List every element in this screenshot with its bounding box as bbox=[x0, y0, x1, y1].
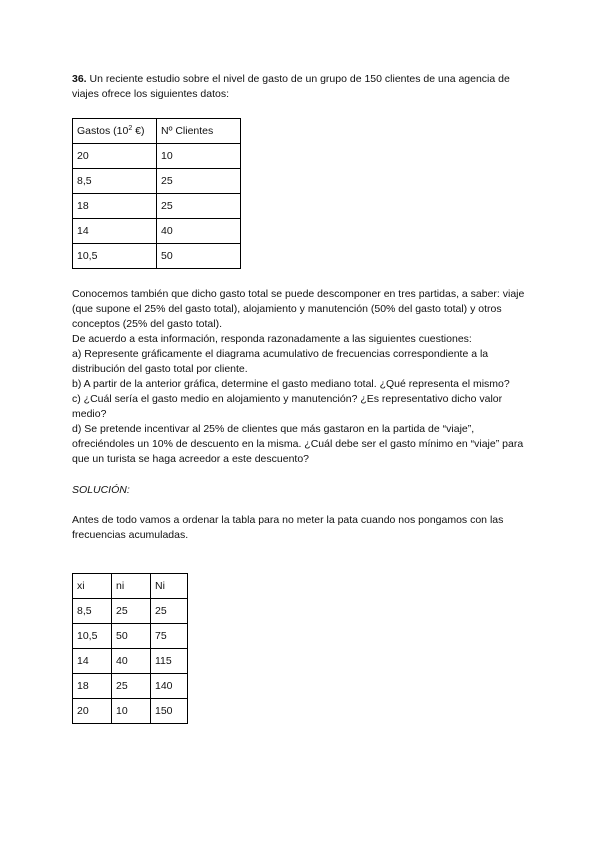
header-Ni: Ni bbox=[151, 574, 188, 599]
question-c: c) ¿Cuál sería el gasto medio en alojamiento y manutención? ¿Es representativo dicho valor medio? bbox=[72, 393, 503, 420]
header-gastos: Gastos ($10^2$ €) bbox=[73, 119, 157, 144]
table-row bbox=[73, 144, 241, 169]
cell: 10,5 bbox=[73, 244, 157, 269]
paragraph-partidas: Conocemos también que dicho gasto total se puede descomponer en tres partidas, a saber: viaje (que supone el 25% del gasto total), alojamiento y manutención (50% del gasto total) y otros conceptos (25% del gasto total). bbox=[72, 288, 525, 330]
cell: 40 bbox=[157, 219, 241, 244]
solution-heading: SOLUCIÓN: bbox=[72, 484, 130, 496]
cell: 25 bbox=[112, 674, 151, 699]
paragraph-instructions: De acuerdo a esta información, responda razonadamente a las siguientes cuestiones: bbox=[72, 333, 472, 345]
cell: 20 bbox=[73, 699, 112, 724]
question-b: b) A partir de la anterior gráfica, determine el gasto mediano total. ¿Qué representa el mismo? bbox=[72, 378, 510, 390]
cell: 8,5 bbox=[73, 599, 112, 624]
cell: 25 bbox=[157, 169, 241, 194]
cell: 115 bbox=[151, 649, 188, 674]
expense-table bbox=[72, 118, 241, 269]
cell: 50 bbox=[157, 244, 241, 269]
table-row bbox=[73, 219, 241, 244]
cell: 18 bbox=[73, 674, 112, 699]
cell: 14 bbox=[73, 649, 112, 674]
problem-body bbox=[72, 287, 532, 467]
cell: 50 bbox=[112, 624, 151, 649]
cell: 8,5 bbox=[73, 169, 157, 194]
cell: 20 bbox=[73, 144, 157, 169]
cell: 140 bbox=[151, 674, 188, 699]
table-row bbox=[73, 599, 188, 624]
problem-statement bbox=[72, 72, 532, 102]
cell: 40 bbox=[112, 649, 151, 674]
cell: 10 bbox=[157, 144, 241, 169]
cell: 18 bbox=[73, 194, 157, 219]
cell: 10,5 bbox=[73, 624, 112, 649]
table-row bbox=[73, 169, 241, 194]
cell: 10 bbox=[112, 699, 151, 724]
solution-intro: Antes de todo vamos a ordenar la tabla para no meter la pata cuando nos pongamos con las frecuencias acumuladas. bbox=[72, 514, 504, 541]
table-header-row bbox=[73, 119, 241, 144]
problem-intro: Un reciente estudio sobre el nivel de gasto de un grupo de 150 clientes de una agencia de viajes ofrece los siguientes datos: bbox=[72, 73, 510, 100]
cell: 14 bbox=[73, 219, 157, 244]
frequency-table bbox=[72, 573, 188, 724]
question-a: a) Represente gráficamente el diagrama acumulativo de frecuencias correspondiente a la distribución del gasto total por cliente. bbox=[72, 348, 489, 375]
table-row bbox=[73, 624, 188, 649]
header-clientes: Nº Clientes bbox=[157, 119, 241, 144]
cell: 25 bbox=[157, 194, 241, 219]
table-row bbox=[73, 649, 188, 674]
table-row bbox=[73, 699, 188, 724]
problem-number: 36. bbox=[72, 73, 87, 85]
table-row bbox=[73, 194, 241, 219]
question-d: d) Se pretende incentivar al 25% de clientes que más gastaron en la partida de “viaje”, ofreciéndoles un 10% de descuento en la misma. ¿Cuál debe ser el gasto mínimo en “viaje” para que un turista se haga acreedor a este descuento? bbox=[72, 423, 524, 465]
table-row bbox=[73, 244, 241, 269]
cell: 25 bbox=[112, 599, 151, 624]
header-xi: xi bbox=[73, 574, 112, 599]
document-page bbox=[72, 72, 532, 724]
table-header-row bbox=[73, 574, 188, 599]
cell: 25 bbox=[151, 599, 188, 624]
cell: 75 bbox=[151, 624, 188, 649]
table-row bbox=[73, 674, 188, 699]
cell: 150 bbox=[151, 699, 188, 724]
header-ni: ni bbox=[112, 574, 151, 599]
